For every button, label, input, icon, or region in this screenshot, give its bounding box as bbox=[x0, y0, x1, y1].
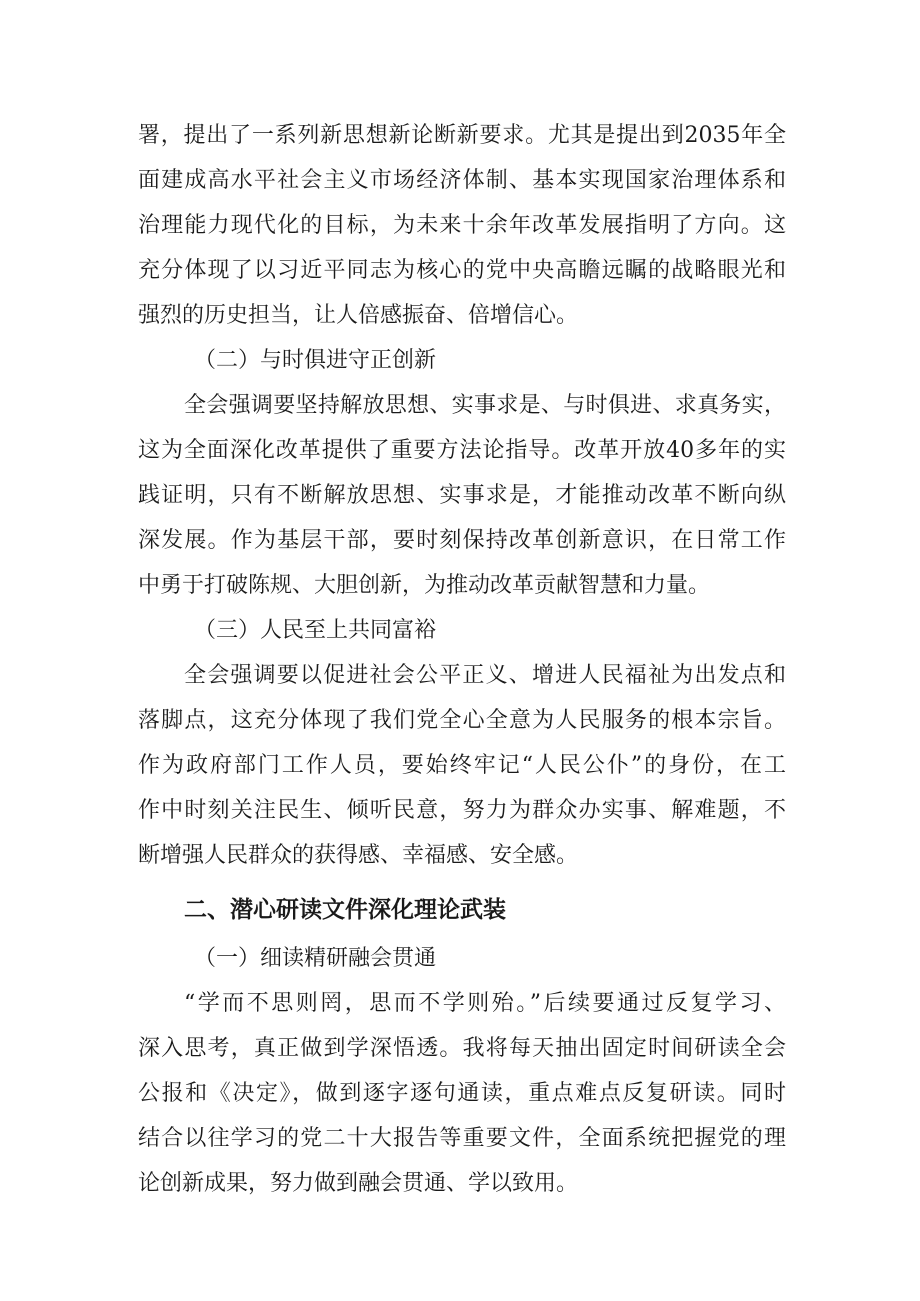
text-line: 全会强调要坚持解放思想、实事求是、与时俱进、求真务实， bbox=[184, 393, 786, 418]
text-line: 深入思考，真正做到学深悟透。我将每天抽出固定时间研读全会 bbox=[138, 1036, 786, 1061]
text-line: 中勇于打破陈规、大胆创新，为推动改革贡献智慧和力量。 bbox=[138, 573, 711, 598]
text-line: 落脚点，这充分体现了我们党全心全意为人民服务的根本宗旨。 bbox=[138, 708, 786, 733]
text-line: 署，提出了一系列新思想新论断新要求。尤其是提出到2035年全 bbox=[138, 123, 786, 148]
paragraph-study bbox=[138, 981, 786, 1206]
document-body bbox=[138, 113, 786, 1206]
text-line: 践证明，只有不断解放思想、实事求是，才能推动改革不断向纵 bbox=[138, 483, 786, 508]
section-heading-2: 二、潜心研读文件深化理论武装 bbox=[184, 897, 506, 923]
subheading-3: （三）人民至上共同富裕 bbox=[194, 618, 437, 643]
text-line: 论创新成果，努力做到融会贯通、学以致用。 bbox=[138, 1171, 579, 1196]
text-line: 公报和《决定》，做到逐字逐句通读，重点难点反复研读。同时 bbox=[138, 1081, 786, 1106]
text-line: 面建成高水平社会主义市场经济体制、基本实现国家治理体系和 bbox=[138, 168, 786, 193]
text-line: 作为政府部门工作人员，要始终牢记“人民公仆”的身份，在工 bbox=[138, 753, 786, 778]
text-line: 断增强人民群众的获得感、幸福感、安全感。 bbox=[138, 843, 579, 868]
text-line: 强烈的历史担当，让人倍感振奋、倍增信心。 bbox=[138, 303, 579, 328]
text-line: “学而不思则罔，思而不学则殆。”后续要通过反复学习、 bbox=[184, 991, 786, 1016]
text-line: 充分体现了以习近平同志为核心的党中央高瞻远瞩的战略眼光和 bbox=[138, 258, 786, 283]
text-line: 全会强调要以促进社会公平正义、增进人民福祉为出发点和 bbox=[184, 663, 786, 688]
text-line: 作中时刻关注民生、倾听民意，努力为群众办实事、解难题，不 bbox=[138, 798, 786, 823]
text-line: 这为全面深化改革提供了重要方法论指导。改革开放40多年的实 bbox=[138, 438, 786, 463]
text-line: 治理能力现代化的目标，为未来十余年改革发展指明了方向。这 bbox=[138, 213, 786, 238]
paragraph-innovation bbox=[138, 383, 786, 608]
paragraph-reform-goals bbox=[138, 113, 786, 338]
text-line: 结合以往学习的党二十大报告等重要文件，全面系统把握党的理 bbox=[138, 1126, 786, 1151]
subheading-2-1: （一）细读精研融会贯通 bbox=[194, 946, 437, 971]
paragraph-people bbox=[138, 653, 786, 878]
text-line: 深发展。作为基层干部，要时刻保持改革创新意识，在日常工作 bbox=[138, 528, 786, 553]
subheading-2: （二）与时俱进守正创新 bbox=[194, 348, 437, 373]
